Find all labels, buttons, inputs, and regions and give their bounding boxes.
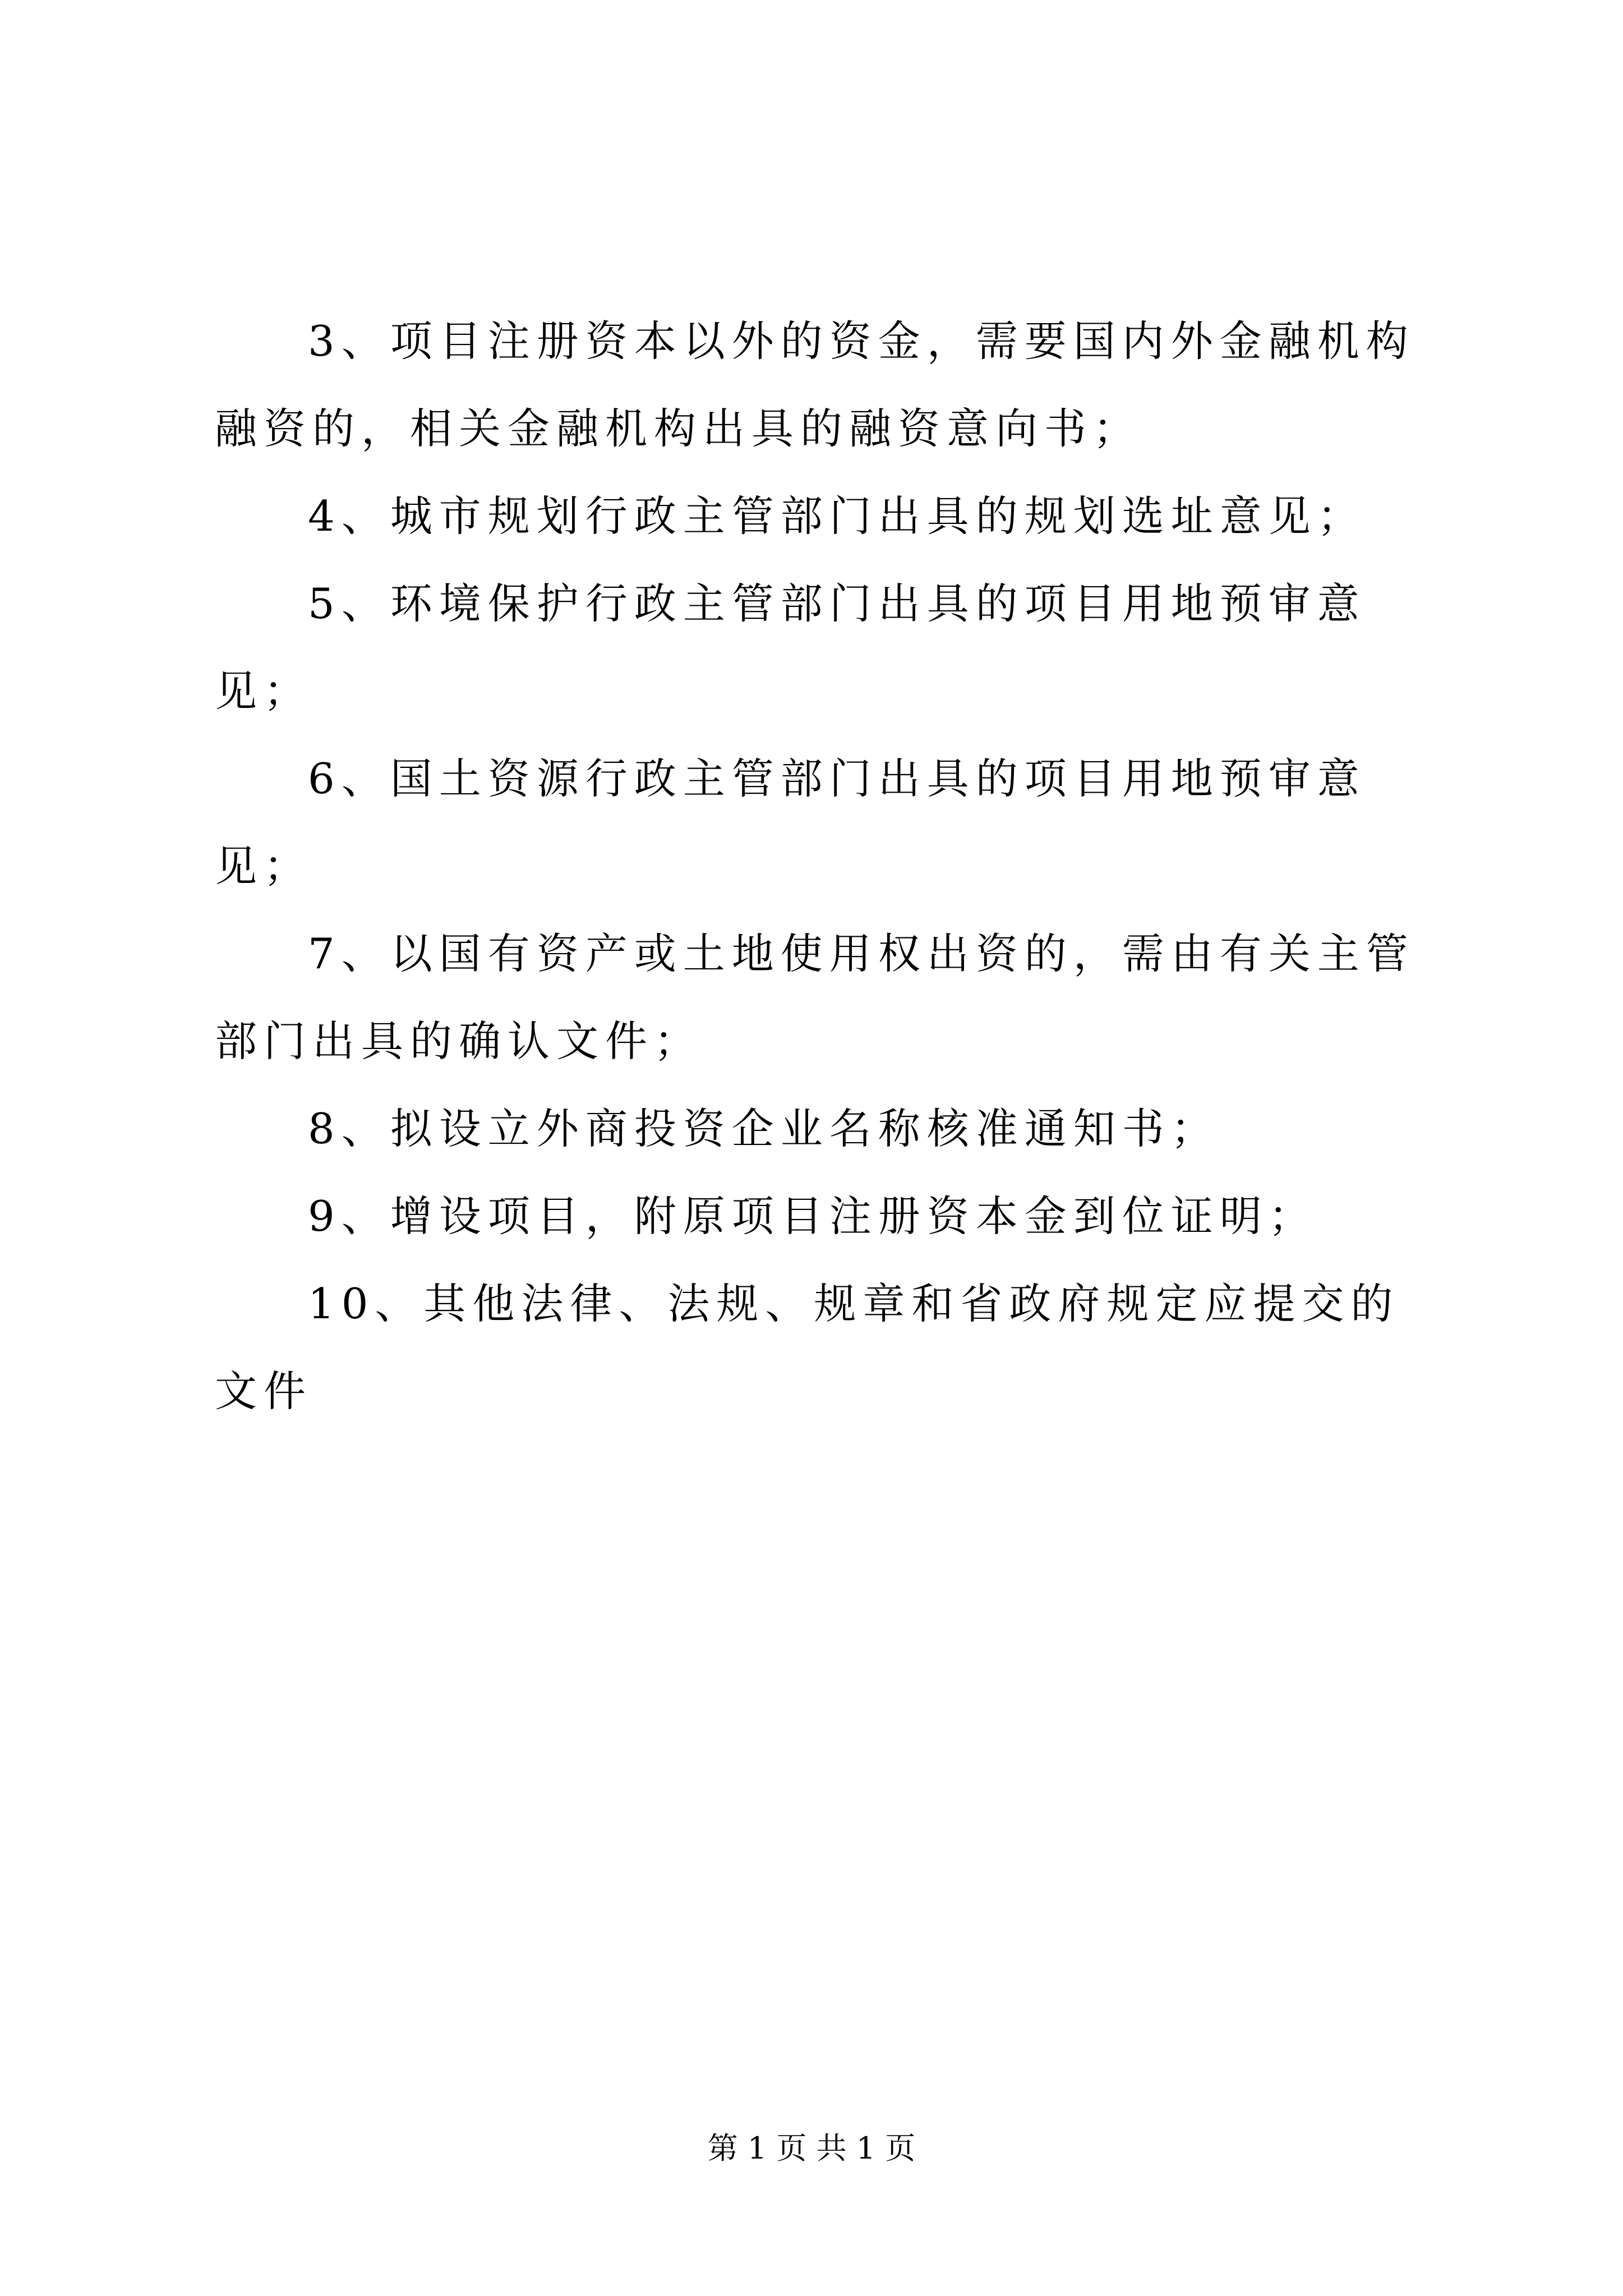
paragraph-item-5: 5、环境保护行政主管部门出具的项目用地预审意见； xyxy=(215,579,1366,716)
paragraph-item-10: 10、其他法律、法规、规章和省政府规定应提交的文件 xyxy=(215,1279,1400,1416)
paragraph-item-7: 7、以国有资产或土地使用权出资的，需由有关主管部门出具的确认文件； xyxy=(215,929,1415,1066)
paragraph-item-9: 9、增设项目，附原项目注册资本金到位证明； xyxy=(308,1191,1317,1241)
page-footer: 第 1 页 共 1 页 xyxy=(707,2131,916,2166)
paragraph-item-8: 8、拟设立外商投资企业名称核准通知书； xyxy=(308,1104,1220,1153)
paragraph-item-3: 3、项目注册资本以外的资金，需要国内外金融机构融资的，相关金融机构出具的融资意向书； xyxy=(215,316,1415,453)
paragraph-item-6: 6、国土资源行政主管部门出具的项目用地预审意见； xyxy=(215,754,1366,891)
paragraph-item-4: 4、城市规划行政主管部门出具的规划选址意见； xyxy=(308,491,1366,541)
document-body xyxy=(215,297,1426,1435)
